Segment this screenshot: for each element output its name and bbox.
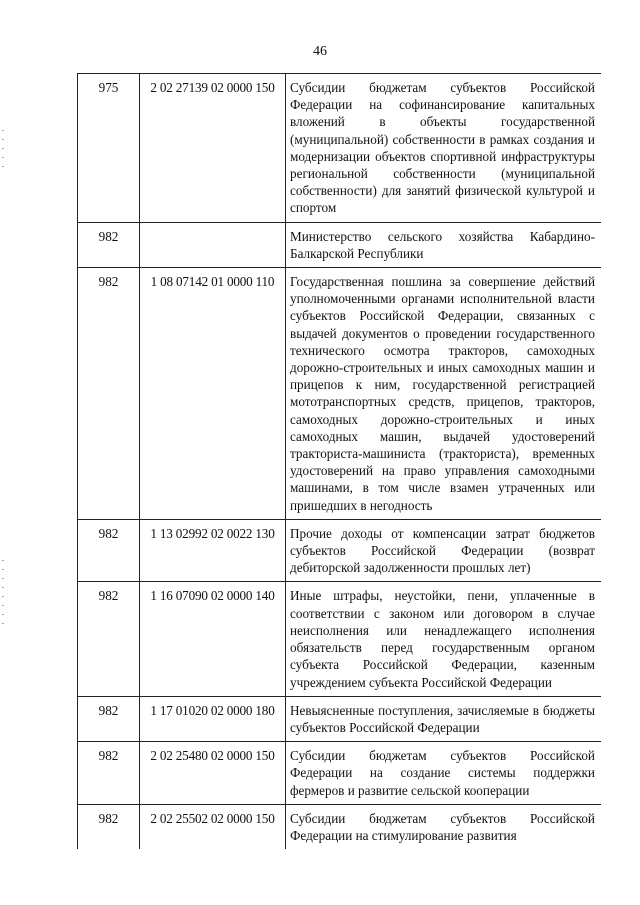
revenue-name-cell: Субсидии бюджетам субъектов Российской Федерации на стимулирование развития: [286, 804, 602, 849]
revenue-code-cell: 1 08 07142 01 0000 110: [140, 268, 286, 520]
admin-code-cell: 982: [78, 582, 140, 696]
revenue-name-cell: Прочие доходы от компенсации затрат бюджетов субъектов Российской Федерации (возврат дебиторской задолженности прошлых лет): [286, 519, 602, 582]
revenue-code-cell: [140, 222, 286, 267]
revenue-codes-table-wrapper: [77, 73, 601, 905]
revenue-code-cell: 2 02 27139 02 0000 150: [140, 74, 286, 223]
revenue-name-cell: Невыясненные поступления, зачисляемые в бюджеты субъектов Российской Федерации: [286, 696, 602, 741]
table-row: [78, 222, 602, 267]
table-row: [78, 519, 602, 582]
page-number: 46: [313, 44, 327, 59]
revenue-code-cell: 1 16 07090 02 0000 140: [140, 582, 286, 696]
revenue-code-cell: 1 17 01020 02 0000 180: [140, 696, 286, 741]
table-row: [78, 742, 602, 805]
admin-code-cell: 982: [78, 222, 140, 267]
revenue-name-cell: Субсидии бюджетам субъектов Российской Федерации на софинансирование капитальных вложений в объекты государственной (муниципальной) собственности в рамках создания и модернизации объектов спортивной инфраструктуры региональной собственности (муниципальной собственности) для занятий физической культурой и спортом: [286, 74, 602, 223]
admin-code-cell: 975: [78, 74, 140, 223]
revenue-name-cell: Иные штрафы, неустойки, пени, уплаченные в соответствии с законом или договором в случае неисполнения или ненадлежащего исполнения обязательств перед государственным органом субъекта Российской Федерации, казенным учреждением субъекта Российской Федерации: [286, 582, 602, 696]
binding-mark: [2, 130, 4, 170]
binding-mark: [2, 560, 4, 630]
table-row: [78, 74, 602, 223]
table-row: [78, 804, 602, 849]
revenue-code-cell: 1 13 02992 02 0022 130: [140, 519, 286, 582]
table-row: [78, 696, 602, 741]
revenue-name-cell: Министерство сельского хозяйства Кабардино-Балкарской Республики: [286, 222, 602, 267]
admin-code-cell: 982: [78, 268, 140, 520]
revenue-codes-table: [77, 73, 601, 849]
table-row: [78, 582, 602, 696]
revenue-name-cell: Субсидии бюджетам субъектов Российской Федерации на создание системы поддержки фермеров и развитие сельской кооперации: [286, 742, 602, 805]
admin-code-cell: 982: [78, 519, 140, 582]
admin-code-cell: 982: [78, 696, 140, 741]
revenue-code-cell: 2 02 25502 02 0000 150: [140, 804, 286, 849]
revenue-name-cell: Государственная пошлина за совершение действий уполномоченными органами исполнительной власти субъектов Российской Федерации, связанных с выдачей документов о проведении государственного технического осмотра тракторов, самоходных дорожно-строительных и иных самоходных машин и прицепов к ним, государственной регистрацией мототранспортных средств, прицепов, тракторов, самоходных дорожно-строительных и иных самоходных машин, выдачей удостоверений тракториста-машиниста (тракториста), временных удостоверений на право управления самоходными машинами, в том числе взамен утраченных или пришедших в негодность: [286, 268, 602, 520]
admin-code-cell: 982: [78, 742, 140, 805]
table-row: [78, 268, 602, 520]
revenue-code-cell: 2 02 25480 02 0000 150: [140, 742, 286, 805]
admin-code-cell: 982: [78, 804, 140, 849]
